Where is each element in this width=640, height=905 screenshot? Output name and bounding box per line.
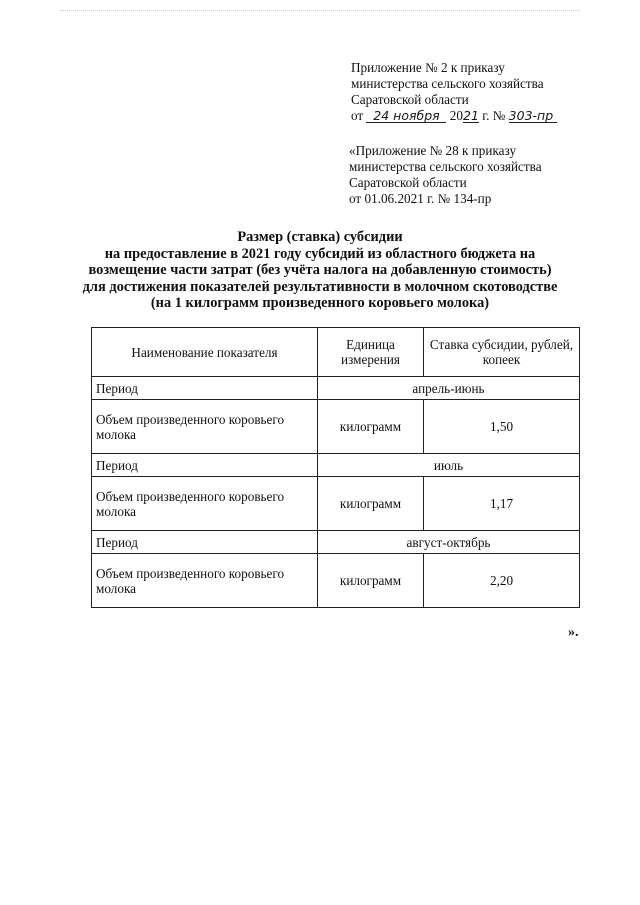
unit-cell: килограмм	[318, 554, 424, 608]
indicator-cell: Объем произведенного коровьего молока	[92, 477, 318, 531]
appendix-line: Приложение № 2 к приказу	[351, 60, 505, 75]
document-title	[80, 229, 560, 312]
title-line: для достижения показателей результативности в молочном скотоводстве	[82, 278, 558, 295]
period-label: Период	[92, 454, 318, 477]
table-row	[92, 554, 580, 608]
table-header-row	[92, 328, 580, 377]
appendix-line: «Приложение № 28 к приказу	[349, 143, 517, 158]
appendix-current-order	[351, 60, 557, 124]
number-label: г. №	[482, 108, 506, 123]
header-unit: Единица измерения	[318, 328, 424, 377]
rate-cell: 1,17	[424, 477, 580, 531]
header-indicator: Наименование показателя	[92, 328, 318, 377]
table-row	[92, 477, 580, 531]
title-line: Размер (ставка) субсидии	[237, 229, 403, 245]
subsidy-rate-table	[91, 327, 580, 608]
rate-cell: 2,20	[424, 554, 580, 608]
closing-quote-mark: ».	[568, 625, 579, 640]
handwritten-order-number: 303-пр	[509, 109, 557, 123]
title-line: на предоставление в 2021 году субсидий из областного бюджета на	[104, 245, 536, 262]
period-value: июль	[318, 454, 580, 477]
period-label: Период	[92, 531, 318, 554]
appendix-line: Саратовской области	[351, 92, 469, 107]
appendix-date-line	[351, 108, 557, 124]
indicator-cell: Объем произведенного коровьего молока	[92, 400, 318, 454]
period-row	[92, 377, 580, 400]
period-label: Период	[92, 377, 318, 400]
appendix-line: министерства сельского хозяйства	[351, 76, 544, 91]
appendix-line: Саратовской области	[349, 175, 467, 190]
period-row	[92, 531, 580, 554]
period-value: апрель-июнь	[318, 377, 580, 400]
appendix-line: от 01.06.2021 г. № 134-пр	[349, 191, 492, 206]
unit-cell: килограмм	[318, 477, 424, 531]
title-line: (на 1 килограмм произведенного коровьего молока)	[150, 295, 490, 311]
header-rate: Ставка субсидии, рублей, копеек	[424, 328, 580, 377]
scan-edge-line	[60, 10, 580, 11]
period-row	[92, 454, 580, 477]
unit-cell: килограмм	[318, 400, 424, 454]
handwritten-year: 21	[463, 108, 479, 123]
year-prefix: 20	[449, 108, 463, 123]
handwritten-date: 24 ноября	[366, 109, 446, 123]
period-value: август-октябрь	[318, 531, 580, 554]
appendix-previous-order	[349, 143, 542, 207]
table-row	[92, 400, 580, 454]
title-line: возмещение части затрат (без учёта налога на добавленную стоимость)	[88, 262, 552, 278]
indicator-cell: Объем произведенного коровьего молока	[92, 554, 318, 608]
date-prefix: от	[351, 108, 364, 123]
appendix-line: министерства сельского хозяйства	[349, 159, 542, 174]
rate-cell: 1,50	[424, 400, 580, 454]
